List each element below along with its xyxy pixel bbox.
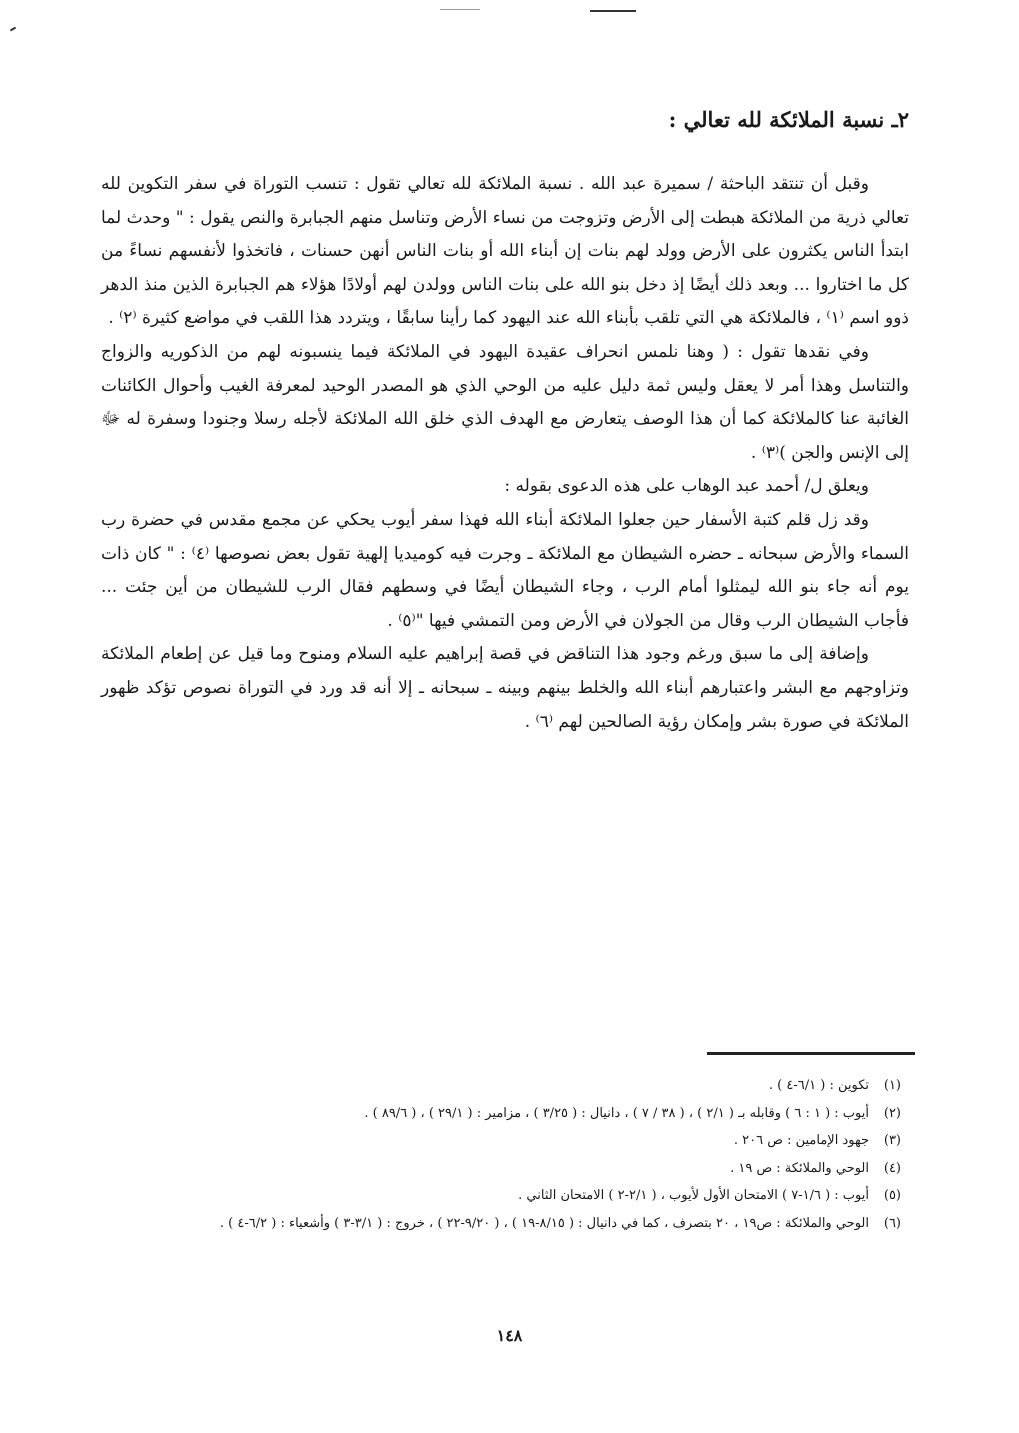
footnote-text: جهود الإمامين : ص ٢٠٦ . (733, 1133, 869, 1148)
paragraph: وفي نقدها تقول : ( وهنا نلمس انحراف عقيدة اليهود في الملائكة فيما ينسبونه لهم من الذكوريه والزواج والتناسل وهذا أمر لا يعقل وليس ثمة دليل عليه من الوحي الذي هو المصدر الوحيد لمعرفة الغيب وأحوال الكائنات الغائبة عنا كالملائكة كما أن هذا الوصف يتعارض مع الهدف الذي خلق الله الملائكة لأجله رسلا وجنودا وسفرة له ﷻ إلى الإنس والجن )⁽٣⁾ . (101, 341, 909, 463)
footnote-text: أيوب : ( ١/٦-٧ ) الامتحان الأول لأيوب ، ( ٢/١-٢ ) الامتحان الثاني . (518, 1188, 869, 1203)
footnote-number: (٣) (883, 1133, 901, 1148)
paragraph: وقبل أن تنتقد الباحثة / سميرة عبد الله . نسبة الملائكة لله تعالي تقول : تنسب التوراة في سفر التكوين لله تعالي ذرية من الملائكة هبطت إلى الأرض وتزوجت من نساء الأرض وتناسل منهم الجبابرة والنص يقول : " وحدث لما ابتدأ الناس يكثرون على الأرض وولد لهم بنات إن أبناء الله أو بنات الناس أنهن حسنات ، فاتخذوا لأنفسهم نساءً من كل ما اختاروا ... وبعد ذلك أيضًا إذ دخل بنو الله على بنات الناس وولدن لهم أولادًا هؤلاء هم الجبابرة الذين منذ الدهر ذوو اسم ⁽١⁾ ، فالملائكة هي التي تلقب بأبناء الله عند اليهود كما رأينا سابقًا ، ويتردد هذا اللقب في مواضع كثيرة ⁽٢⁾ . (101, 174, 909, 329)
paragraph: ويعلق ل/ أحمد عبد الوهاب على هذه الدعوى بقوله : (504, 476, 869, 497)
footnote-number: (١) (883, 1078, 901, 1093)
page-number: ١٤٨ (496, 1326, 523, 1345)
footnote-number: (٤) (883, 1160, 901, 1176)
paragraph: وإضافة إلى ما سبق ورغم وجود هذا التناقض في قصة إبراهيم عليه السلام ومنوح وما قيل عن إطعام الملائكة وتزاوجهم مع البشر واعتبارهم أبناء الله والخلط بينهم وبينه ـ سبحانه ـ إلا أنه قد ورد في التوراة نصوص تؤكد ظهور الملائكة في صورة بشر وإمكان رؤية الصالحين لهم ⁽٦⁾ . (101, 644, 909, 732)
footnote-text: الوحي والملائكة : ص ١٩ . (730, 1160, 869, 1176)
footnote (101, 1100, 901, 1128)
footnote-number: (٦) (883, 1215, 901, 1231)
footnote-number: (٢) (883, 1105, 901, 1121)
footnote (101, 1127, 901, 1155)
section-heading: ٢ـ نسبة الملائكة لله تعالي : (668, 107, 909, 132)
footnote-number: (٥) (883, 1188, 901, 1203)
footnote-separator (707, 1052, 915, 1055)
scan-artifact (590, 10, 636, 12)
body-text (101, 168, 909, 739)
footnote-text: أيوب : ( ١ : ٦ ) وقابله بـ ( ٢/١ ) ، ( ٣٨ / ٧ ) ، دانيال : ( ٣/٢٥ ) ، مزامير : ( ٢٩/١ ) ، ( ٨٩/٦ ) . (364, 1105, 869, 1121)
footnote-text: تكوين : ( ٦/١-٤ ) . (768, 1078, 869, 1093)
scan-artifact (440, 9, 480, 10)
footnote (101, 1182, 901, 1210)
footnotes (101, 1072, 901, 1237)
paragraph: وقد زل قلم كتبة الأسفار حين جعلوا الملائكة أبناء الله فهذا سفر أيوب يحكي عن مجمع مقدس في حضرة رب السماء والأرض سبحانه ـ حضره الشيطان مع الملائكة ـ وجرت فيه كوميديا إلهية تقول بعض نصوصها ⁽٤⁾ : " كان ذات يوم أنه جاء بنو الله ليمثلوا أمام الرب ، وجاء الشيطان أيضًا في وسطهم فقال الرب للشيطان من أين جئت ... فأجاب الشيطان الرب وقال من الجولان في الأرض ومن التمشي فيها "⁽٥⁾ . (101, 509, 909, 631)
footnote (101, 1155, 901, 1183)
footnote (101, 1072, 901, 1100)
footnote-text: الوحي والملائكة : ص١٩ ، ٢٠ بتصرف ، كما في دانيال : ( ٨/١٥-١٩ ) ، ( ٩/٢٠-٢٢ ) ، خروج : ( ٣/١-٣ ) وأشعياء : ( ٦/٢-٤ ) . (219, 1215, 869, 1231)
footnote (101, 1210, 901, 1238)
scan-artifact (10, 27, 16, 32)
